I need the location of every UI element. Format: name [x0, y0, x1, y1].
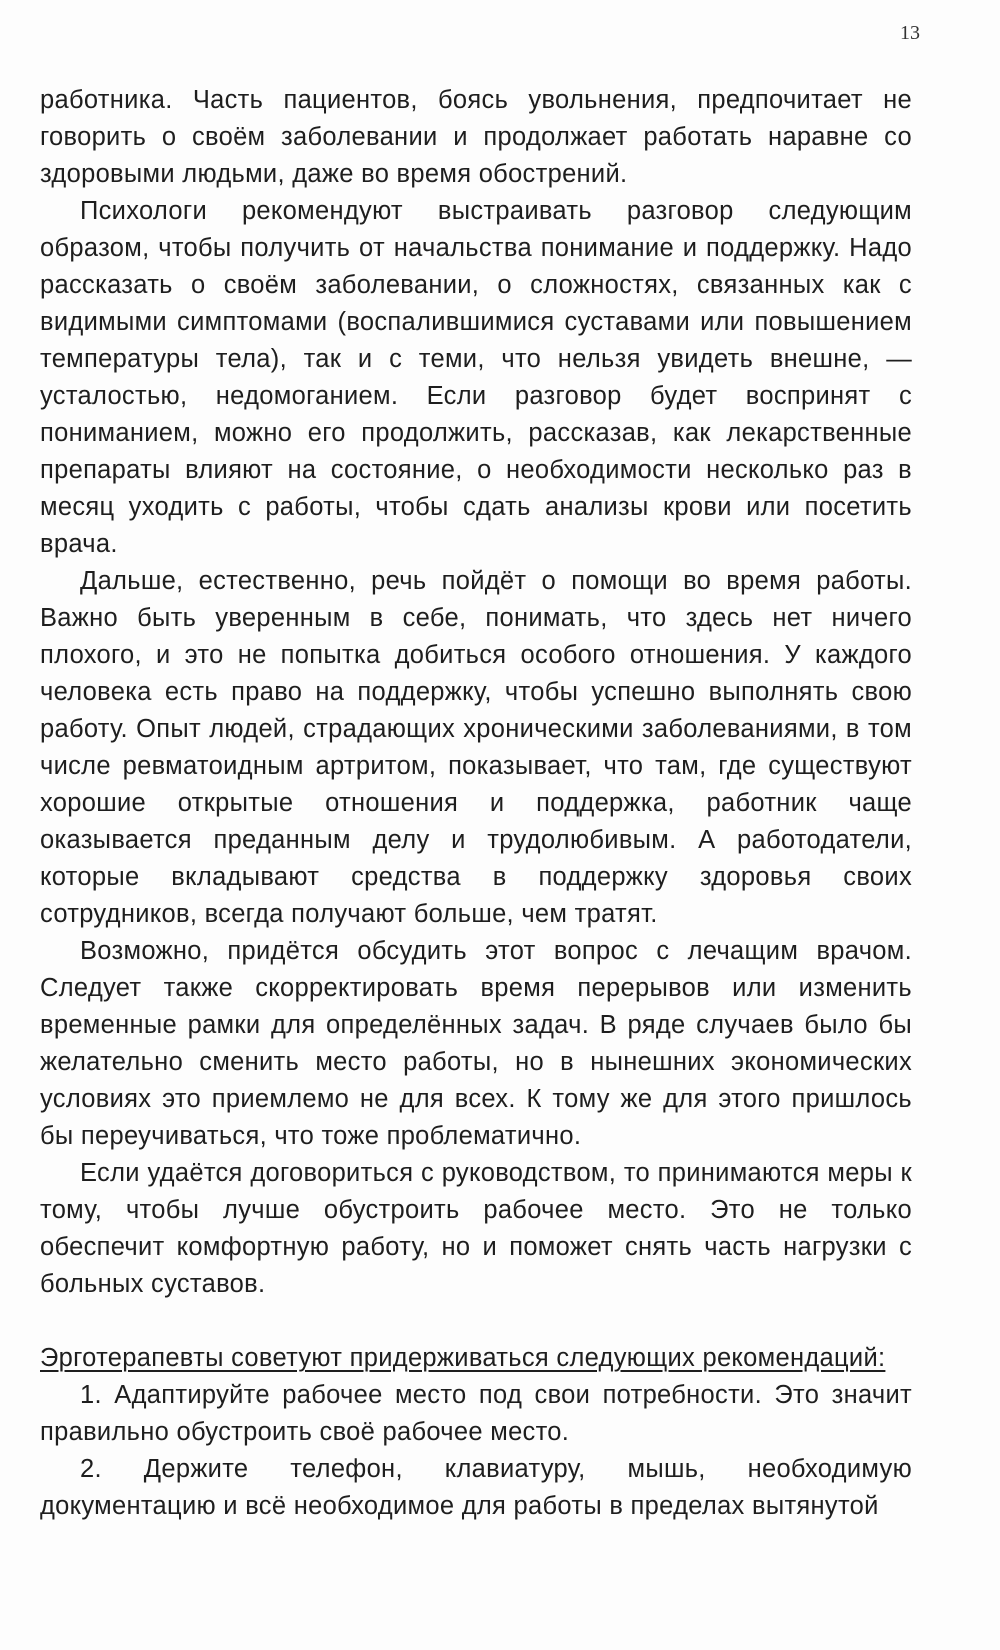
- recommendation-item-2: 2. Держите телефон, клавиатуру, мышь, необходимую документацию и всё необходимое для работы в пределах вытянутой: [40, 1455, 912, 1520]
- page-number: 13: [900, 22, 920, 44]
- paragraph-help-at-work: Дальше, естественно, речь пойдёт о помощи во время работы. Важно быть уверенным в себе, понимать, что здесь нет ничего плохого, и это не попытка добиться особого отношения. У каждого человека есть право на поддержку, чтобы успешно выполнять свою работу. Опыт людей, страдающих хроническими заболеваниями, в том числе ревматоидным артритом, показывает, что там, где существуют хорошие открытые отношения и поддержка, работник чаще оказывается преданным делу и трудолюбивым. А работодатели, которые вкладывают средства в поддержку здоровья своих сотрудников, всегда получают больше, чем тратят.: [40, 567, 912, 928]
- page-body: [40, 82, 912, 1525]
- paragraph-workplace-arrangement: Если удаётся договориться с руководством, то принимаются меры к тому, чтобы лучше обустроить рабочее место. Это не только обеспечит комфортную работу, но и поможет снять часть нагрузки с больных суставов.: [40, 1159, 912, 1298]
- recommendation-item-1: 1. Адаптируйте рабочее место под свои потребности. Это значит правильно обустроить своё рабочее место.: [40, 1381, 912, 1446]
- paragraph-psychologists: Психологи рекомендуют выстраивать разговор следующим образом, чтобы получить от начальства понимание и поддержку. Надо рассказать о своём заболевании, о сложностях, связанных как с видимыми симптомами (воспалившимися суставами или повышением температуры тела), так и с теми, что нельзя увидеть внешне, — усталостью, недомоганием. Если разговор будет воспринят с пониманием, можно его продолжить, рассказав, как лекарственные препараты влияют на состояние, о необходимости несколько раз в месяц уходить с работы, чтобы сдать анализы крови или посетить врача.: [40, 197, 912, 558]
- blank-line: [40, 1303, 912, 1340]
- paragraph-continuation: работника. Часть пациентов, боясь увольнения, предпочитает не говорить о своём заболевании и продолжает работать наравне со здоровыми людьми, даже во время обострений.: [40, 86, 912, 188]
- paragraph-doctor-discussion: Возможно, придётся обсудить этот вопрос с лечащим врачом. Следует также скорректировать время перерывов или изменить временные рамки для определённых задач. В ряде случаев было бы желательно сменить место работы, но в нынешних экономических условиях это приемлемо не для всех. К тому же для этого пришлось бы переучиваться, что тоже проблематично.: [40, 937, 912, 1150]
- recommendations-heading: Эрготерапевты советуют придерживаться следующих рекомендаций:: [40, 1344, 886, 1372]
